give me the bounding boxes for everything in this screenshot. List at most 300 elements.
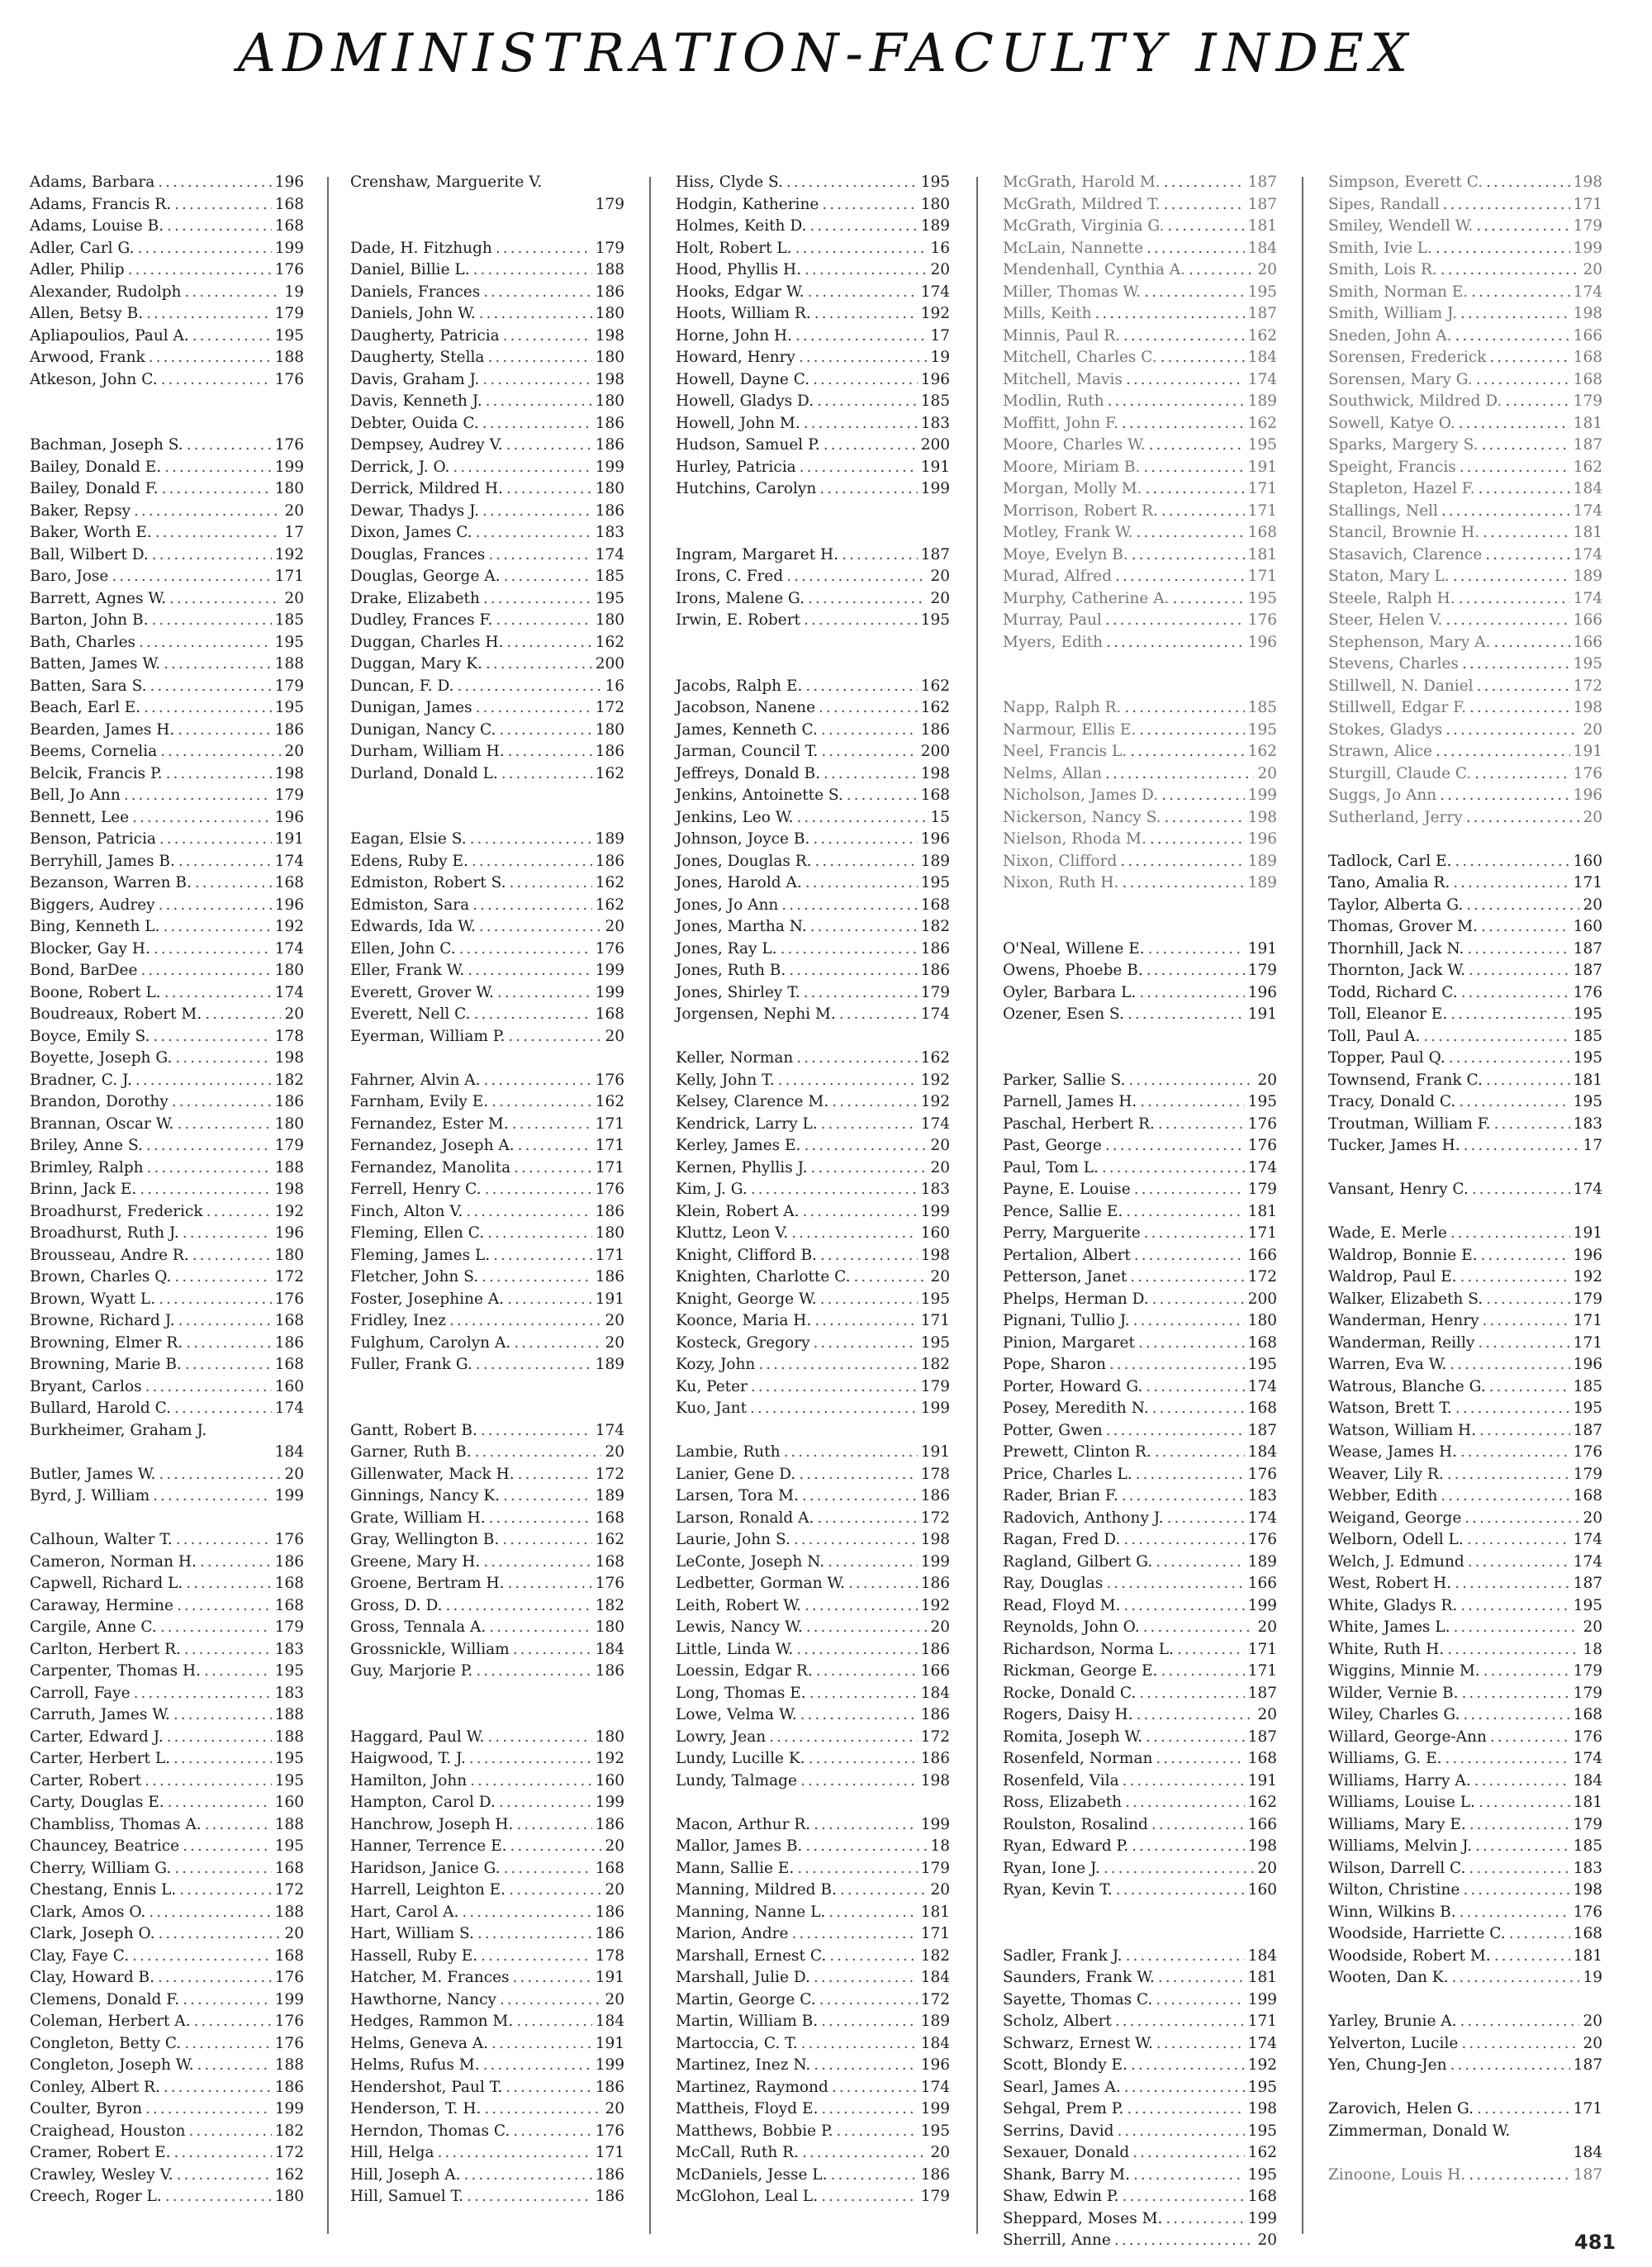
index-entry: [1328, 435, 1602, 457]
dot-leader: [1189, 259, 1254, 282]
entry-page: 176: [595, 1181, 624, 1198]
entry-page: 174: [1247, 2034, 1277, 2052]
entry-page: 171: [1247, 480, 1277, 497]
dot-leader: [184, 2033, 271, 2056]
dot-leader: [453, 457, 591, 479]
dot-leader: [1105, 763, 1254, 786]
index-entry: [1003, 1683, 1277, 1705]
entry-name: Townsend, Frank C.: [1328, 1071, 1483, 1089]
index-entry: [1003, 1114, 1277, 1136]
entry-page: 191: [1247, 939, 1277, 958]
entry-name: Harrell, Leighton E.: [350, 1881, 506, 1899]
index-entry: [30, 1114, 304, 1136]
entry-page: 20: [1257, 1859, 1277, 1877]
dot-leader: [1133, 2165, 1245, 2187]
dot-leader: [164, 653, 272, 676]
index-entry: [30, 1529, 304, 1552]
entry-page: 176: [274, 261, 304, 278]
entry-page: 20: [1583, 1509, 1602, 1527]
entry-name: Waldrop, Paul E.: [1328, 1268, 1457, 1286]
entry-page: 171: [1247, 501, 1277, 520]
entry-page: 172: [274, 1268, 304, 1286]
entry-page: 166: [1247, 1815, 1277, 1833]
entry-name: Long, Thomas E.: [676, 1684, 806, 1702]
dot-leader: [1461, 2033, 1579, 2056]
entry-name: Weigand, George: [1328, 1509, 1462, 1527]
index-entry: [1328, 1420, 1602, 1442]
entry-page: 166: [1573, 611, 1602, 629]
entry-name: Sturgill, Claude C.: [1328, 764, 1472, 782]
dot-leader: [839, 1004, 918, 1026]
entry-name: Carty, Douglas E.: [30, 1794, 164, 1811]
entry-name: Gross, Tennala A.: [350, 1618, 487, 1636]
dot-leader: [513, 1967, 592, 1989]
entry-page: 196: [920, 830, 950, 848]
entry-name: Dunigan, James: [350, 699, 472, 716]
entry-name: McCall, Ruth R.: [676, 2144, 799, 2161]
entry-page: 168: [1573, 370, 1602, 388]
entry-page: 174: [1573, 1181, 1602, 1198]
index-entry: [30, 632, 304, 654]
dot-leader: [1165, 2208, 1244, 2231]
entry-name: Knighten, Charlotte C.: [676, 1268, 851, 1286]
dot-leader: [163, 916, 271, 939]
dot-leader: [1106, 1420, 1245, 1442]
index-entry: [30, 720, 304, 742]
entry-name: Boyette, Joseph G.: [30, 1049, 173, 1067]
index-entry: [676, 741, 950, 763]
entry-page: 198: [1247, 808, 1277, 826]
entry-name: Wilson, Darrell C.: [1328, 1859, 1466, 1877]
entry-name: Modlin, Ruth: [1003, 392, 1104, 410]
entry-name: Mendenhall, Cynthia A.: [1003, 261, 1185, 278]
entry-page: 168: [1247, 1333, 1277, 1352]
entry-page: 174: [1247, 1158, 1277, 1176]
entry-name: Ryan, Edward P.: [1003, 1837, 1129, 1855]
index-entry: [676, 2165, 950, 2187]
index-entry: [30, 1310, 304, 1333]
entry-page: 191: [1247, 1005, 1277, 1023]
entry-name: Howell, Gladys D.: [676, 392, 814, 410]
entry-name: Sorensen, Frederick: [1328, 349, 1487, 366]
index-entry: [676, 544, 950, 567]
dot-leader: [134, 501, 281, 523]
dot-leader: [153, 1485, 272, 1508]
dot-leader: [1117, 2121, 1244, 2143]
dot-leader: [507, 1289, 592, 1311]
index-entry: [350, 1748, 624, 1770]
entry-name: Tadlock, Carl E.: [1328, 852, 1452, 870]
dot-leader: [1126, 1946, 1245, 1968]
index-entry: [676, 1376, 950, 1399]
dot-leader: [1461, 982, 1570, 1005]
entry-page: 199: [274, 1990, 304, 2008]
dot-leader: [796, 1048, 917, 1070]
entry-page: 189: [920, 2013, 950, 2030]
entry-page: 195: [920, 1333, 950, 1352]
entry-page: 160: [595, 1771, 624, 1789]
dot-leader: [1455, 851, 1569, 873]
entry-name: Romita, Joseph W.: [1003, 1728, 1143, 1746]
index-entry: [350, 2121, 624, 2143]
index-entry: [1328, 2011, 1602, 2033]
index-entry: [676, 1989, 950, 2012]
entry-name: Bond, BarDee: [30, 962, 138, 979]
entry-name: Mallor, James B.: [676, 1837, 803, 1855]
entry-page: 179: [274, 1618, 304, 1636]
index-entry: [1003, 632, 1277, 654]
index-entry: [676, 1508, 950, 1530]
dot-leader: [1132, 544, 1245, 567]
index-entry: [30, 960, 304, 982]
index-entry: [30, 1267, 304, 1289]
entry-page: 198: [595, 370, 624, 388]
entry-name: Staton, Mary L.: [1328, 568, 1450, 585]
dot-leader: [1138, 1333, 1245, 1355]
dot-leader: [778, 1070, 918, 1092]
dot-leader: [1139, 982, 1244, 1005]
index-entry: [676, 939, 950, 961]
entry-page: 15: [930, 808, 950, 826]
entry-name: Rocke, Donald C.: [1003, 1684, 1137, 1702]
index-entry: [1328, 2033, 1602, 2056]
dot-leader: [516, 1814, 591, 1837]
entry-page: 195: [1247, 1356, 1277, 1373]
entry-name: Gantt, Robert B.: [350, 1421, 477, 1439]
entry-name: Rosenfeld, Norman: [1003, 1750, 1153, 1767]
index-entry: [1003, 478, 1277, 501]
dot-leader: [1115, 2011, 1245, 2033]
index-entry: [350, 2142, 624, 2165]
entry-name: Crawley, Wesley V.: [30, 2165, 173, 2184]
entry-page: 199: [595, 962, 624, 979]
entry-name: Thomas, Grover M.: [1328, 918, 1478, 935]
entry-page: 199: [920, 480, 950, 497]
entry-page: 188: [274, 1903, 304, 1921]
index-entry: [30, 2186, 304, 2208]
entry-name: Bachman, Joseph S.: [30, 436, 183, 454]
entry-page: 196: [274, 808, 304, 826]
dot-leader: [1130, 1267, 1244, 1289]
index-entry: [1328, 1310, 1602, 1333]
entry-page: 184: [920, 1684, 950, 1702]
index-entry: [30, 2055, 304, 2077]
index-entry: [30, 763, 304, 786]
dot-leader: [1460, 1902, 1570, 1924]
entry-page: 171: [1573, 2100, 1602, 2117]
dot-leader: [786, 172, 918, 194]
index-entry: [30, 544, 304, 567]
entry-name: Duggan, Charles H.: [350, 633, 504, 651]
dot-leader: [1146, 478, 1245, 501]
dot-leader: [173, 1704, 272, 1727]
entry-name: Dixon, James C.: [350, 524, 472, 541]
dot-leader: [1460, 2011, 1580, 2033]
entry-page: 20: [284, 1925, 304, 1942]
entry-name: Batten, James W.: [30, 655, 161, 672]
index-entry: [350, 697, 624, 720]
entry-name: Tucker, James H.: [1328, 1137, 1460, 1154]
entry-page: 185: [274, 611, 304, 629]
index-entry: [30, 1967, 304, 1989]
entry-name: Duncan, F. D.: [350, 677, 454, 695]
index-entry: [1328, 588, 1602, 611]
index-entry: [1003, 588, 1277, 611]
entry-name: Cherry, William G.: [30, 1859, 172, 1877]
index-entry: [30, 1376, 304, 1399]
dot-leader: [813, 369, 918, 392]
dot-leader: [1489, 1376, 1570, 1399]
entry-page: 172: [1247, 1268, 1277, 1286]
entry-page: 200: [1247, 1290, 1277, 1308]
dot-leader: [1146, 960, 1245, 982]
entry-page: 20: [605, 1027, 624, 1045]
index-entry: [1003, 391, 1277, 413]
entry-name: Ragland, Gilbert G.: [1003, 1552, 1153, 1571]
entry-name: Wooten, Dan K.: [1328, 1969, 1449, 1986]
entry-page: 160: [1573, 918, 1602, 935]
dot-leader: [479, 916, 602, 939]
entry-page: 178: [920, 1465, 950, 1483]
entry-page: 192: [274, 545, 304, 563]
index-entry: [350, 1552, 624, 1574]
entry-name: Sneden, John A.: [1328, 326, 1452, 345]
index-entry: [1328, 763, 1602, 786]
dot-leader: [791, 1923, 917, 1946]
entry-name: Nelms, Allan: [1003, 764, 1102, 782]
entry-page: 189: [920, 217, 950, 235]
dot-leader: [1463, 1704, 1569, 1727]
index-entry: [1328, 1376, 1602, 1399]
index-entry: [1003, 1179, 1277, 1201]
entry-name: Hood, Phyllis H.: [676, 261, 801, 278]
entry-name: Price, Charles L.: [1003, 1465, 1132, 1483]
entry-name: Ellen, John C.: [350, 939, 456, 958]
entry-page: 172: [274, 2144, 304, 2161]
entry-name: Walker, Elizabeth S.: [1328, 1290, 1483, 1308]
dot-leader: [797, 1858, 917, 1880]
dot-leader: [821, 2011, 918, 2033]
entry-name: Willard, George-Ann: [1328, 1728, 1487, 1746]
dot-leader: [1494, 1114, 1570, 1136]
index-entry: [1328, 1026, 1602, 1048]
dot-leader: [801, 2033, 918, 2056]
index-entry: [30, 785, 304, 807]
index-entry: [30, 1683, 304, 1705]
entry-name: Brown, Wyatt L.: [30, 1290, 156, 1308]
entry-name: Martoccia, C. T.: [676, 2034, 798, 2052]
dot-leader: [1446, 610, 1569, 632]
entry-name: Hanchrow, Joseph H.: [350, 1815, 514, 1833]
entry-page: 187: [1247, 1421, 1277, 1439]
entry-name: Pope, Sharon: [1003, 1356, 1106, 1373]
entry-page: 20: [284, 743, 304, 760]
entry-page: 162: [1247, 414, 1277, 432]
index-entry: [30, 1836, 304, 1858]
entry-name: Haridson, Janice G.: [350, 1859, 501, 1877]
entry-name: Boyce, Emily S.: [30, 1027, 150, 1045]
entry-name: Waldrop, Bonnie E.: [1328, 1246, 1478, 1264]
dot-leader: [124, 785, 272, 807]
entry-name: Pinion, Margaret: [1003, 1333, 1135, 1352]
entry-page: 20: [1583, 2013, 1602, 2030]
letter-gap: [1003, 1902, 1277, 1924]
dot-leader: [800, 1770, 918, 1793]
entry-name: Fulghum, Carolyn A.: [350, 1333, 511, 1352]
dot-leader: [1156, 2033, 1245, 2056]
entry-page: 188: [274, 655, 304, 672]
dot-leader: [192, 1245, 272, 1267]
index-entry: [1003, 1157, 1277, 1180]
index-entry: [676, 1814, 950, 1837]
dot-leader: [1116, 1880, 1245, 1902]
index-entry: [1003, 501, 1277, 523]
dot-leader: [1441, 259, 1580, 282]
dot-leader: [1123, 326, 1245, 348]
entry-page: 162: [1247, 2144, 1277, 2161]
dot-leader: [205, 1814, 272, 1837]
entry-name: Bullard, Harold C.: [30, 1400, 171, 1417]
index-entry: [1003, 2011, 1277, 2033]
entry-name: Mitchell, Charles C.: [1003, 349, 1157, 366]
dot-leader: [1494, 1946, 1570, 1968]
dot-leader: [1483, 1661, 1570, 1683]
dot-leader: [1161, 347, 1245, 369]
dot-leader: [177, 1114, 271, 1136]
entry-name: Woodside, Harriette C.: [1328, 1925, 1506, 1942]
dot-leader: [486, 391, 592, 413]
entry-name: Dempsey, Audrey V.: [350, 436, 503, 454]
dot-leader: [1480, 1245, 1569, 1267]
index-entry: [1328, 851, 1602, 873]
index-entry: [1003, 1704, 1277, 1727]
entry-page: 166: [920, 1662, 950, 1680]
entry-name: Morrison, Robert R.: [1003, 501, 1158, 520]
entry-page: 179: [274, 1137, 304, 1154]
entry-page: 174: [274, 1400, 304, 1417]
entry-page: 176: [274, 1290, 304, 1308]
entry-name: Hudson, Samuel P.: [676, 436, 820, 454]
entry-name: Calhoun, Walter T.: [30, 1531, 173, 1548]
dot-leader: [1463, 1880, 1569, 1902]
index-entry: [676, 1157, 950, 1180]
entry-page: 176: [1573, 764, 1602, 782]
index-entry: [350, 566, 624, 588]
entry-page: 187: [1573, 1575, 1602, 1592]
entry-name: Smith, Lois R.: [1328, 261, 1437, 278]
entry-name: Drake, Elizabeth: [350, 589, 480, 607]
dot-leader: [802, 1485, 918, 1508]
entry-name: Little, Linda W.: [676, 1640, 794, 1658]
index-entry: [350, 2098, 624, 2121]
index-entry: [676, 1770, 950, 1793]
dot-leader: [814, 1310, 917, 1333]
dot-leader: [1476, 216, 1569, 238]
entry-name: Boone, Robert L.: [30, 983, 161, 1001]
entry-name: Paul, Tom L.: [1003, 1158, 1099, 1176]
entry-page: 184: [1247, 239, 1277, 257]
entry-page: 188: [274, 2056, 304, 2074]
entry-page: 186: [595, 743, 624, 760]
index-entry: [350, 960, 624, 982]
dot-leader: [155, 522, 282, 544]
entry-name: Vansant, Henry C.: [1328, 1181, 1469, 1198]
index-entry: [1328, 2165, 1602, 2187]
index-entry: [1328, 785, 1602, 807]
index-entry: [1003, 303, 1277, 326]
entry-page: 162: [1247, 743, 1277, 760]
entry-page: 174: [1247, 1377, 1277, 1395]
dot-leader: [1167, 216, 1244, 238]
index-entry: [1003, 807, 1277, 829]
dot-leader: [501, 763, 592, 786]
entry-page: 20: [930, 568, 950, 585]
entry-page: 168: [595, 1552, 624, 1571]
letter-gap: [30, 1508, 304, 1530]
dot-leader: [491, 1091, 592, 1114]
entry-page: 180: [595, 305, 624, 322]
index-entry: [350, 1923, 624, 1946]
index-column-5: [1328, 172, 1602, 2186]
dot-leader: [1124, 697, 1244, 720]
dot-leader: [1479, 1420, 1570, 1442]
dot-leader: [481, 1420, 592, 1442]
index-entry: [30, 326, 304, 348]
dot-leader: [1104, 1858, 1255, 1880]
entry-name: Wanderman, Reilly: [1328, 1333, 1475, 1352]
index-entry: [30, 259, 304, 282]
entry-page: 192: [1573, 1268, 1602, 1286]
index-entry: [1003, 1420, 1277, 1442]
entry-page: 181: [1573, 1794, 1602, 1811]
index-entry: [1003, 720, 1277, 742]
entry-name: Atkeson, John C.: [30, 370, 158, 388]
index-entry: [1328, 1704, 1602, 1727]
index-entry: [676, 216, 950, 238]
dot-leader: [1490, 1727, 1570, 1749]
entry-name: Everett, Grover W.: [350, 983, 494, 1001]
entry-name: Kozy, John: [676, 1356, 756, 1373]
entry-name: Sutherland, Jerry: [1328, 808, 1463, 826]
entry-page: 195: [274, 633, 304, 651]
dot-leader: [489, 1508, 592, 1530]
entry-name: Gray, Wellington B.: [350, 1531, 500, 1548]
entry-name: Caraway, Hermine: [30, 1596, 173, 1614]
entry-name: Holt, Robert L.: [676, 239, 792, 257]
entry-page: 179: [274, 787, 304, 804]
dot-leader: [487, 1223, 592, 1245]
index-entry: [676, 1529, 950, 1552]
entry-page: 20: [1257, 1618, 1277, 1636]
dot-leader: [819, 478, 917, 501]
index-entry: [350, 1026, 624, 1048]
dot-leader: [1467, 939, 1569, 961]
entry-page: 20: [605, 2100, 624, 2117]
dot-leader: [1134, 1179, 1245, 1201]
entry-name: Hurley, Patricia: [676, 458, 796, 476]
index-entry: [30, 1661, 304, 1683]
dot-leader: [795, 238, 928, 260]
entry-page: 174: [920, 1005, 950, 1023]
index-entry: [676, 1245, 950, 1267]
index-entry: [350, 1245, 624, 1267]
entry-name: Clemens, Donald F.: [30, 1990, 180, 2008]
index-entry: [1003, 2208, 1277, 2231]
entry-name: Horne, John H.: [676, 326, 793, 345]
entry-name: Jones, Ruth B.: [676, 962, 786, 979]
index-entry: [676, 1442, 950, 1464]
entry-page: 199: [920, 1815, 950, 1833]
